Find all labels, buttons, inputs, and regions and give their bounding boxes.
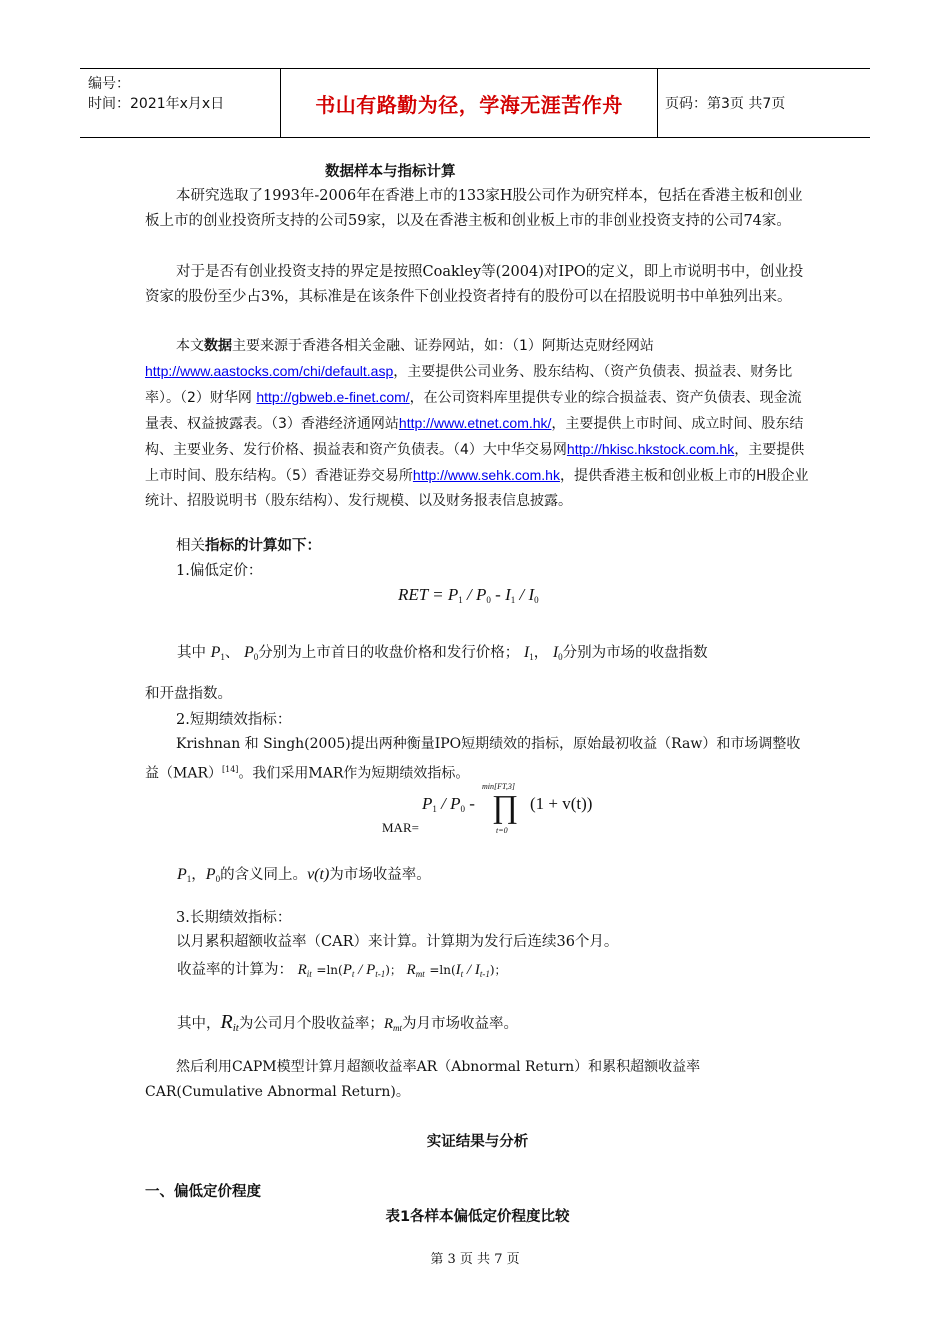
page-header: [80, 68, 870, 138]
link-aastocks[interactable]: http://www.aastocks.com/chi/default.asp: [145, 363, 394, 379]
text: ，提供香港主板和创业板上市的H股企业统计、招股说明书（股东结构）、发行规模、以及财务报表信息披露。: [145, 468, 809, 509]
subsection-title: 一、偏低定价程度: [145, 1184, 261, 1200]
text: 。我们采用MAR作为短期绩效指标。: [238, 765, 470, 782]
section2-title: 实证结果与分析: [426, 1134, 529, 1150]
table1-title: 表1各样本偏低定价程度比较: [385, 1209, 570, 1225]
text: 本文: [176, 338, 204, 354]
product-symbol: ∏: [492, 788, 519, 824]
section-title: 数据样本与指标计算: [325, 164, 456, 180]
text: 相关: [176, 538, 205, 554]
paragraph-definition: 对于是否有创业投资支持的界定是按照Coakley等(2004)对IPO的定义，即上市说明书中，创业投资家的股份至少占3%，其标准是在该条件下创业投资者持有的股份可以在招股说明书中单独列出来。: [145, 264, 804, 305]
text: 、: [224, 645, 240, 661]
bold-text: 数据: [204, 338, 232, 354]
text: ，主要提供公司业务、股东结构、（资产负债表、损益表、财务比率）。（2）财华网: [145, 364, 793, 406]
item1-desc-cont: 和开盘指数。: [145, 686, 232, 702]
return-desc: 其中，$R_{it}$为公司月个股收益率；$R_{mt}$为月市场收益率。: [177, 1011, 519, 1034]
mar-desc: $P_1$，$P_0$的含义同上。v(t)为市场收益率。: [177, 866, 431, 884]
item3-title: 3.长期绩效指标：: [176, 910, 292, 926]
text: ，主要提供上市时间、股东结构。（5）香港证券交易所: [145, 442, 805, 484]
mar-lower: t=0: [496, 826, 508, 835]
calc-intro: [145, 534, 810, 559]
link-sehk[interactable]: http://www.sehk.com.hk: [412, 467, 560, 483]
text: 为公司月个股收益率；: [238, 1016, 384, 1032]
paragraph-data-sources: [145, 334, 810, 514]
text: 主要来源于香港各相关金融、证券网站，如：（1）阿斯达克财经网站: [232, 338, 654, 354]
text: =ln(: [316, 963, 343, 977]
citation: [14]: [222, 765, 239, 774]
symbol-p1: $P_1$: [210, 644, 225, 662]
text: ，: [533, 645, 549, 661]
paragraph-sample: 本研究选取了1993年-2006年在香港上市的133家H股公司作为研究样本，包括在香港主板和创业板上市的创业投资所支持的公司59家，以及在香港主板和创业板上市的非创业投资支持的公司74家。: [145, 188, 803, 229]
page-footer: 第 3 页 共 7 页: [430, 1252, 520, 1267]
mar-upper: min[FT,3]: [482, 782, 515, 791]
header-meta: [80, 69, 281, 137]
link-hkstock[interactable]: http://hkisc.hkstock.com.hk: [566, 441, 735, 457]
text: 为月市场收益率。: [402, 1016, 519, 1032]
item2-desc: [145, 732, 810, 787]
symbol-vt: v(t): [307, 866, 330, 883]
text: =ln(: [429, 963, 456, 977]
symbol-i0: $I_0$: [552, 644, 563, 662]
formula-ret: RET = $P_1 / P_0 - I_1 / I_0$: [398, 585, 539, 605]
text: ，在公司资料库里提供专业的综合损益表、资产负债表、现金流量表、权益披露表。（3）香港经济通网站: [145, 390, 802, 432]
mar-term: (1 + v(t)): [530, 794, 593, 813]
text: 分别为市场的收盘指数: [562, 645, 708, 661]
header-page-info: 页码：第3页 共7页: [665, 96, 786, 112]
text: 的含义同上。: [220, 867, 308, 883]
item1-title: 1.偏低定价：: [176, 563, 263, 579]
text: )；: [489, 963, 507, 977]
text: 分别为上市首日的收盘价格和发行价格；: [258, 645, 520, 661]
bold-text: 指标的计算如下：: [205, 538, 321, 554]
link-etnet[interactable]: http://www.etnet.com.hk/: [398, 415, 552, 431]
formula-mar: MAR= $P_1 / P_0$ - min[FT,3] ∏ t=0 (1 + v(t)): [382, 782, 593, 835]
item3-desc: 以月累积超额收益率（CAR）来计算。计算期为发行后连续36个月。: [176, 934, 619, 950]
text: 其中: [177, 645, 206, 661]
text: ，主要提供上市时间、成立时间、股东结构、主要业务、发行价格、损益表和资产负债表。（4）大中华交易网: [145, 416, 804, 458]
item2-title: 2.短期绩效指标：: [176, 712, 292, 728]
paragraph-capm: 然后利用CAPM模型计算月超额收益率AR（Abnormal Return）和累积超额收益率CAR(Cumulative Abnormal Return)。: [145, 1059, 701, 1100]
text: 其中，: [177, 1016, 221, 1032]
header-motto: 书山有路勤为径，学海无涯苦作舟: [281, 69, 658, 137]
text: Krishnan 和 Singh(2005)提出两种衡量IPO短期绩效的指标，原始最初收益（Raw）和市场调整收益（MAR）: [145, 736, 801, 782]
mar-label: MAR=: [382, 820, 419, 835]
text: 为市场收益率。: [329, 867, 431, 883]
text: )；: [385, 963, 402, 977]
symbol-p0: $P_0$: [244, 644, 259, 662]
text: 收益率的计算为：: [177, 962, 293, 978]
item1-desc: [177, 640, 817, 670]
number-label: 编号：: [88, 76, 130, 92]
link-finet[interactable]: http://gbweb.e-finet.com/: [256, 389, 410, 405]
time-label: 时间：2021年x月x日: [88, 96, 225, 112]
symbol-i1: $I_1$: [523, 644, 534, 662]
return-calc: 收益率的计算为： $R_{it} =\ln(P_t / P_{t-1})$； $R_{mt} =\ln(I_t / I_{t-1})$；: [177, 962, 507, 979]
